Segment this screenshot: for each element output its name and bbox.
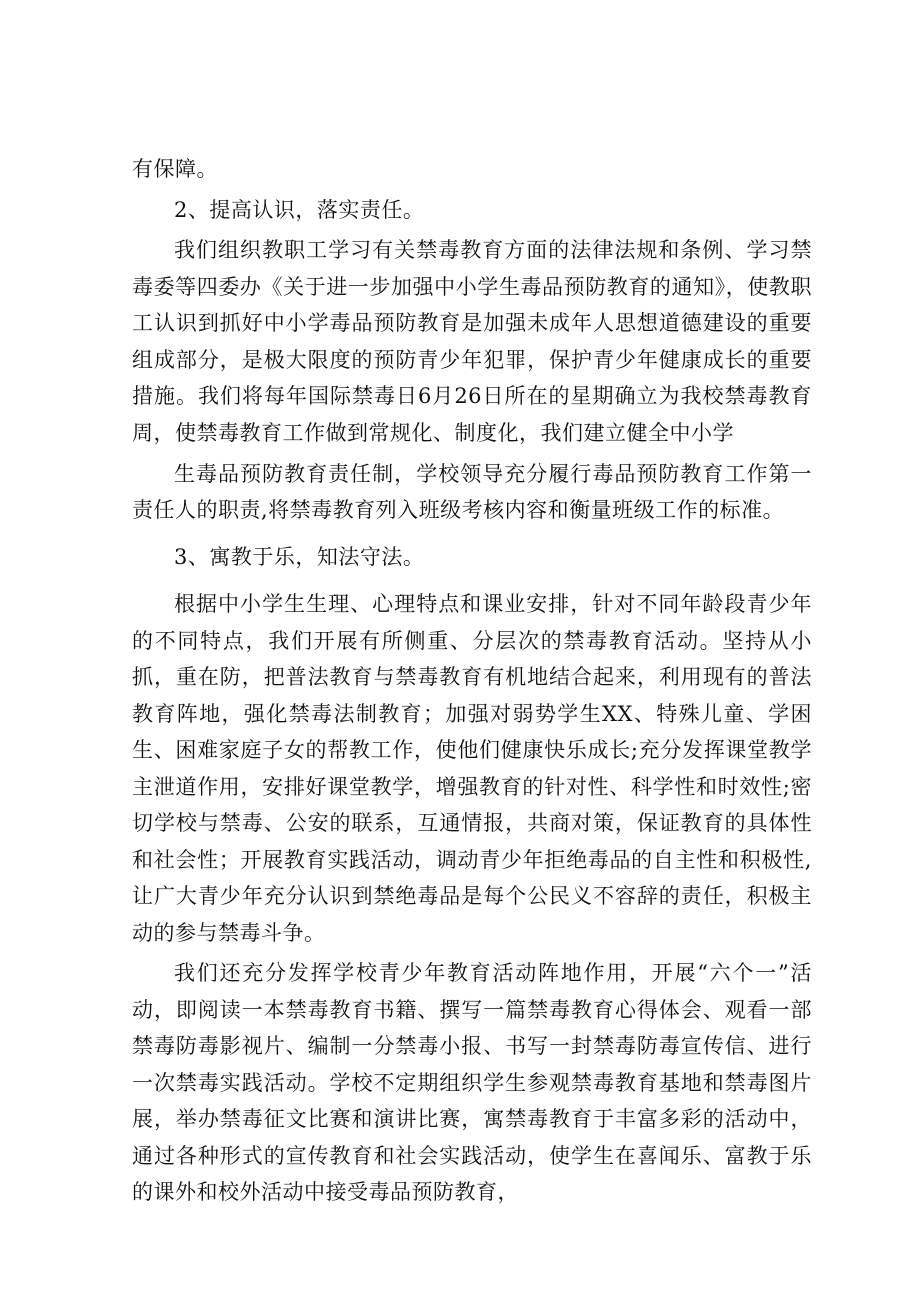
section-heading-3: 3、寓教于乐，知法守法。: [174, 545, 425, 570]
section-heading-2: 2、提高认识，落实责任。: [174, 197, 425, 222]
paragraph: 根据中小学生生理、心理特点和课业安排，针对不同年龄段青少年的不同特点，我们开展有所侧重、分层次的禁毒教育活动。坚持从小抓，重在防，把普法教育与禁毒教育有机地结合起来，利用现有的普法教育阵地，强化禁毒法制教育；加强对弱势学生XX、特殊儿童、学困生、困难家庭子女的帮教工作，使他们健康快乐成长;充分发挥课堂教学主泄道作用，安排好课堂教学，增强教育的针对性、科学性和时效性;密切学校与禁毒、公安的联系，互通情报，共商对策，保证教育的具体性和社会性；开展教育实践活动，调动青少年拒绝毒品的自主性和积极性,让广大青少年充分认识到禁绝毒品是每个公民义不容辞的责任，积极主动的参与禁毒斗争。: [132, 592, 812, 945]
paragraph: 生毒品预防教育责任制，学校领导充分履行毒品预防教育工作第一责任人的职责,将禁毒教育列入班级考核内容和衡量班级工作的标准。: [132, 461, 812, 523]
paragraph: 我们还充分发挥学校青少年教育活动阵地作用，开展“六个一”活动，即阅读一本禁毒教育书籍、撰写一篇禁毒教育心得体会、观看一部禁毒防毒影视片、编制一分禁毒小报、书写一封禁毒防毒宣传信、进行一次禁毒实践活动。学校不定期组织学生参观禁毒教育基地和禁毒图片展，举办禁毒征文比赛和演讲比赛，寓禁毒教育于丰富多彩的活动中，通过各种形式的宣传教育和社会实践活动，使学生在喜闻乐、富教于乐的课外和校外活动中接受毒品预防教育，: [132, 961, 812, 1205]
paragraph-continuation: 有保障。: [132, 157, 218, 181]
document-body: [132, 151, 812, 1211]
paragraph: 我们组织教职工学习有关禁毒教育方面的法律法规和条例、学习禁毒委等四委办《关于进一步加强中小学生毒品预防教育的通知》，使教职工认识到抓好中小学毒品预防教育是加强未成年人思想道德建设的重要组成部分，是极大限度的预防青少年犯罪，保护青少年健康成长的重要措施。我们将每年国际禁毒日6月26日所在的星期确立为我校禁毒教育周，使禁毒教育工作做到常规化、制度化，我们建立健全中小学: [132, 238, 812, 445]
